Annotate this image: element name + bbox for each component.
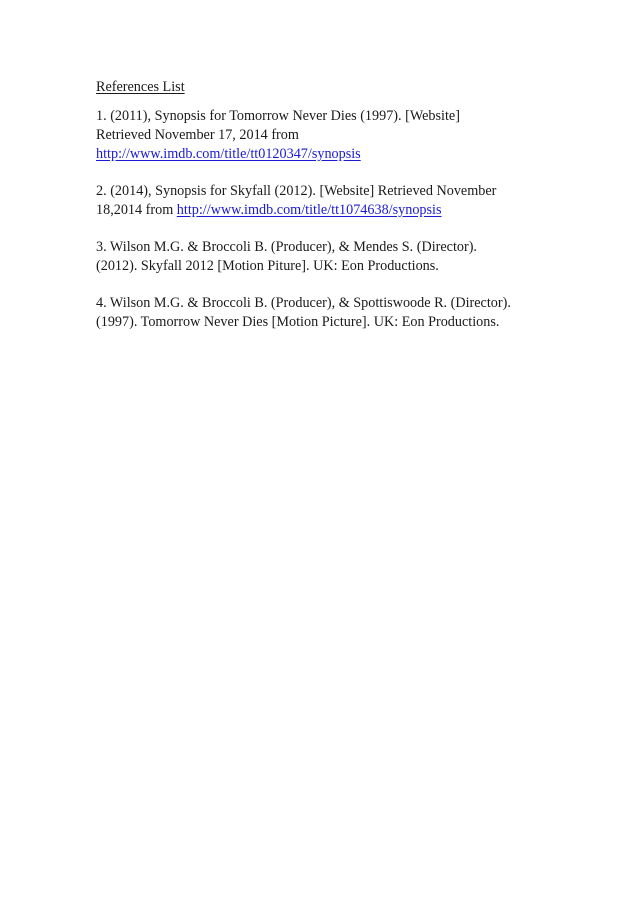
reference-3-line-2: (2012). Skyfall 2012 [Motion Piture]. UK: Eon Productions. [96, 258, 439, 274]
reference-4-line-1: 4. Wilson M.G. & Broccoli B. (Producer), & Spottiswoode R. (Director). [96, 295, 511, 311]
reference-1-line-2: Retrieved November 17, 2014 from [96, 127, 299, 143]
reference-item-4 [96, 294, 556, 332]
reference-2-line-2 [96, 201, 556, 220]
references-section [96, 78, 556, 350]
reference-item-3 [96, 238, 556, 276]
reference-2-link[interactable]: http://www.imdb.com/title/tt1074638/synopsis [176, 202, 442, 218]
reference-4-line-2: (1997). Tomorrow Never Dies [Motion Picture]. UK: Eon Productions. [96, 314, 500, 330]
reference-item-2 [96, 182, 556, 220]
reference-2-line-2-prefix: 18,2014 from [96, 202, 177, 218]
references-heading: References List [96, 79, 185, 95]
reference-3-line-1: 3. Wilson M.G. & Broccoli B. (Producer), & Mendes S. (Director). [96, 239, 477, 255]
reference-item-1 [96, 107, 556, 164]
reference-2-line-1: 2. (2014), Synopsis for Skyfall (2012). [Website] Retrieved November [96, 183, 497, 199]
reference-1-link-line [96, 145, 556, 164]
reference-1-link[interactable]: http://www.imdb.com/title/tt0120347/synopsis [96, 146, 361, 162]
reference-1-line-1: 1. (2011), Synopsis for Tomorrow Never Dies (1997). [Website] [96, 108, 460, 124]
